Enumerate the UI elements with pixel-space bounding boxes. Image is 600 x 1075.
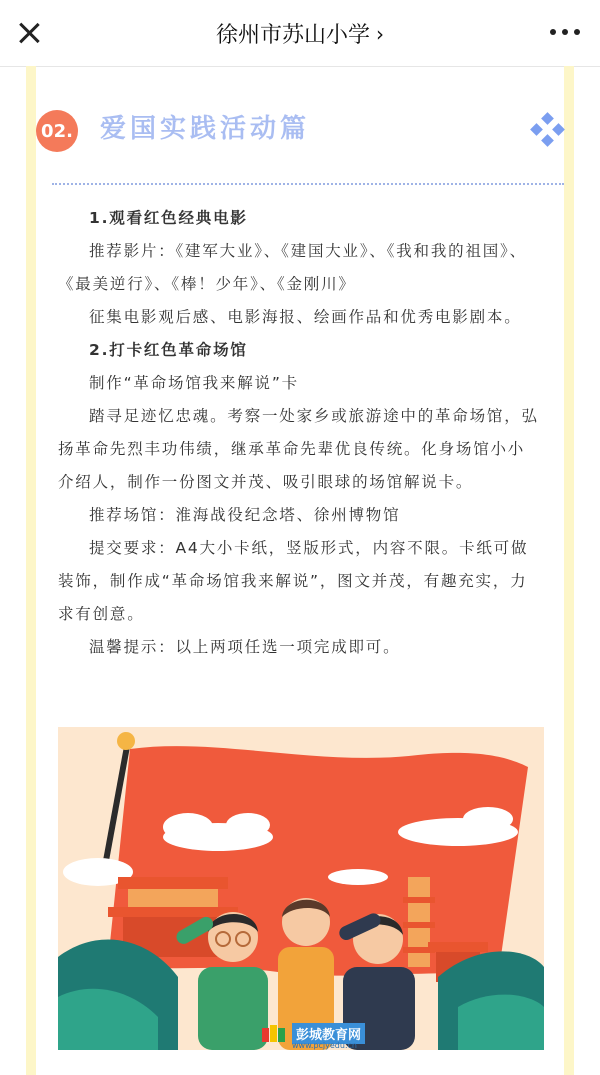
- heading-movies: 1.观看红色经典电影: [89, 209, 248, 227]
- heading-venues: 2.打卡红色革命场馆: [89, 341, 248, 359]
- top-navigation-bar: [0, 0, 600, 67]
- paragraph-tip: 温馨提示：以上两项任选一项完成即可。: [89, 638, 401, 656]
- page-title-container[interactable]: [0, 18, 600, 49]
- paragraph-venue-description: 踏寻足迹忆忠魂。考察一处家乡或旅游途中的革命场馆，弘扬革命先烈丰功伟绩，继承革命先辈优良传统。化身场馆小小介绍人，制作一份图文并茂、吸引眼球的场馆解说卡。: [58, 407, 539, 491]
- paragraph-card-title: 制作“革命场馆我来解说”卡: [89, 374, 299, 392]
- section-divider: [52, 183, 564, 185]
- paragraph-recommended-films: 推荐影片：《建军大业》、《建国大业》、《我和我的祖国》、《最美逆行》、《棒！少年》、《金刚川》: [58, 242, 527, 293]
- watermark-name: 彭城教育网: [292, 1023, 365, 1044]
- patriotic-illustration: [58, 727, 544, 1050]
- paragraph-collect-works: 征集电影观后感、电影海报、绘画作品和优秀电影剧本。: [89, 308, 522, 326]
- more-icon[interactable]: [550, 29, 580, 35]
- section-title: 爱国实践活动篇: [100, 114, 311, 144]
- book-logo-icon: [260, 1022, 288, 1044]
- right-rail: [564, 66, 574, 1075]
- watermark-url: www.pcjyedu.cn: [292, 1041, 357, 1050]
- article-body: [58, 202, 540, 664]
- decorative-diamond-icon: [532, 114, 564, 146]
- page-title[interactable]: 徐州市苏山小学: [215, 23, 370, 48]
- chevron-right-icon[interactable]: ›: [376, 21, 384, 46]
- section-number-badge: 02.: [36, 110, 78, 152]
- paragraph-recommended-venues: 推荐场馆：淮海战役纪念塔、徐州博物馆: [89, 506, 401, 524]
- paragraph-requirements: 提交要求：A4大小卡纸，竖版形式，内容不限。卡纸可做装饰，制作成“革命场馆我来解说”，图文并茂，有趣充实，力求有创意。: [58, 539, 529, 623]
- left-rail: [26, 66, 36, 1075]
